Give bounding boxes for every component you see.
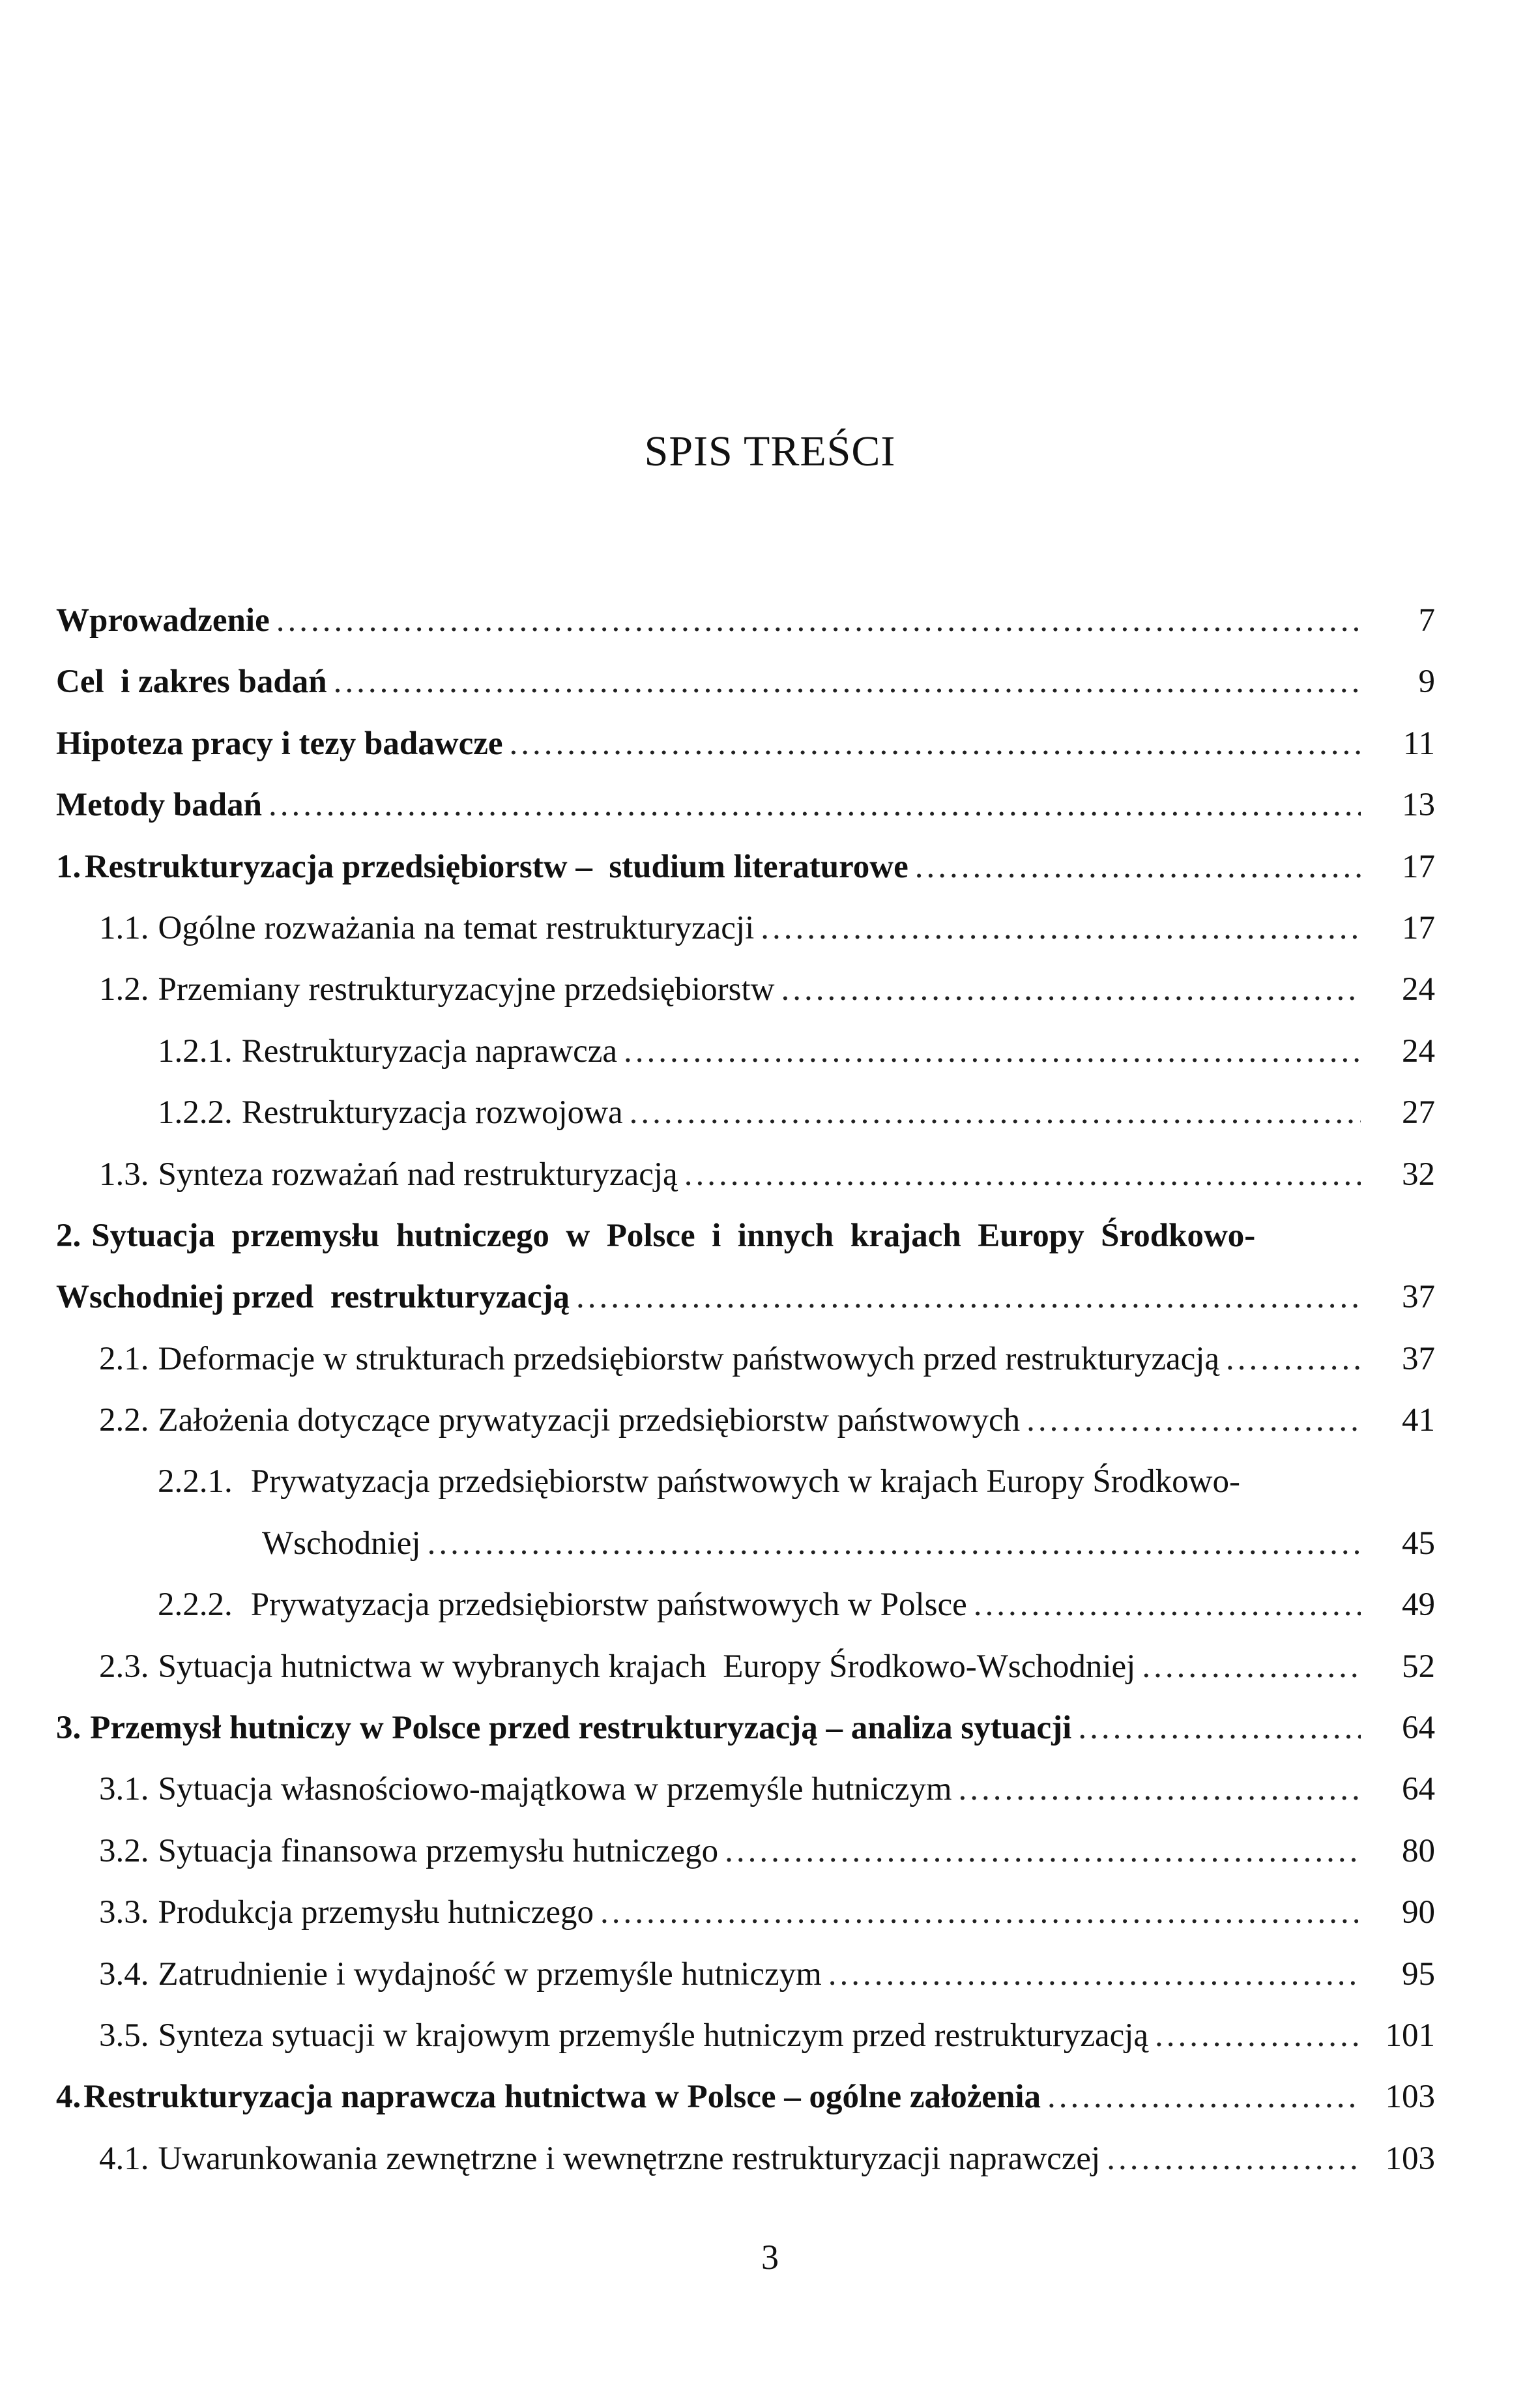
- toc-entry-title: Cel i zakres badań: [56, 664, 327, 701]
- toc-entry-page: 17: [1402, 909, 1435, 946]
- toc-entry: [56, 1574, 1435, 1635]
- toc-entry: [56, 1882, 1435, 1943]
- dot-leader: [828, 1944, 1361, 2005]
- toc-entry-page: 13: [1402, 787, 1435, 824]
- toc-entry-page: 37: [1402, 1279, 1435, 1316]
- toc-entry: [56, 836, 1435, 898]
- toc-entry: [56, 1266, 1435, 1328]
- toc-entry-title: Restrukturyzacja naprawcza: [241, 1032, 618, 1070]
- toc-entry: [56, 898, 1435, 959]
- dot-leader: [959, 1759, 1361, 1820]
- dot-leader: [576, 1266, 1361, 1328]
- dot-leader: [684, 1144, 1361, 1205]
- dot-leader: [630, 1082, 1361, 1143]
- toc-entry-page: 11: [1402, 725, 1435, 762]
- dot-leader: [761, 898, 1361, 959]
- toc-entry-title-line1: Prywatyzacja przedsiębiorstw państwowych w krajach Europy Środkowo-: [250, 1463, 1240, 1500]
- toc-entry: [56, 1328, 1435, 1390]
- toc-entry-title: Prywatyzacja przedsiębiorstw państwowych w Polsce: [250, 1586, 967, 1624]
- toc-entry-title: Deformacje w strukturach przedsiębiorstw państwowych przed restrukturyzacją: [158, 1340, 1220, 1377]
- dot-leader: [1078, 1697, 1361, 1759]
- toc-entry-page: 24: [1402, 1032, 1435, 1070]
- dot-leader: [725, 1820, 1361, 1882]
- toc-entry-page: 7: [1418, 602, 1435, 639]
- dot-leader: [974, 1574, 1361, 1635]
- toc-entry-page: 64: [1402, 1710, 1435, 1747]
- toc-entry-title: Uwarunkowania zewnętrzne i wewnętrzne restrukturyzacji naprawczej: [158, 2140, 1101, 2177]
- toc-entry-page: 24: [1402, 971, 1435, 1008]
- toc-entry-number: 1.: [56, 848, 81, 885]
- toc-entry-number: 3.5.: [99, 2017, 149, 2054]
- toc-entry-title: Restrukturyzacja naprawcza hutnictwa w Polsce – ogólne założenia: [83, 2079, 1041, 2116]
- toc-entry-title: Restrukturyzacja przedsiębiorstw – studium literaturowe: [84, 848, 908, 885]
- toc-entry-number: 1.2.: [99, 971, 149, 1008]
- toc-entry-number: 3.1.: [99, 1771, 149, 1808]
- toc-entry-title: Wprowadzenie: [56, 602, 270, 639]
- toc-entry-number: 2.3.: [99, 1648, 149, 1685]
- toc-entry-title: Metody badań: [56, 787, 262, 824]
- toc-entry: [56, 1636, 1435, 1697]
- toc-entry: [56, 1390, 1435, 1451]
- toc-entry: [56, 959, 1435, 1020]
- toc-entry-number: 1.1.: [99, 909, 149, 946]
- toc-entry-number: 1.3.: [99, 1156, 149, 1193]
- toc-entry-title: Hipoteza pracy i tezy badawcze: [56, 725, 503, 762]
- toc-entry: [56, 2128, 1435, 2189]
- toc-entry-number: 4.: [56, 2079, 81, 2116]
- dot-leader: [334, 651, 1361, 712]
- toc-entry-page: 95: [1402, 1955, 1435, 1993]
- dot-leader: [428, 1513, 1361, 1574]
- page-number: 3: [761, 2238, 779, 2277]
- toc-entry: [56, 2005, 1435, 2066]
- dot-leader: [1047, 2066, 1361, 2127]
- table-of-contents: [56, 590, 1435, 2189]
- toc-entry-title: Sytuacja hutnictwa w wybranych krajach Europy Środkowo-Wschodniej: [158, 1648, 1136, 1685]
- toc-entry-number: 3.2.: [99, 1832, 149, 1869]
- toc-entry-title: Wschodniej: [262, 1525, 421, 1562]
- toc-entry: [56, 713, 1435, 774]
- dot-leader: [510, 713, 1361, 774]
- dot-leader: [1142, 1636, 1361, 1697]
- toc-entry-line1: [56, 1451, 1435, 1512]
- toc-entry-page: 80: [1402, 1832, 1435, 1869]
- dot-leader: [1155, 2005, 1361, 2066]
- toc-entry-title: Przemiany restrukturyzacyjne przedsiębiorstw: [158, 971, 775, 1008]
- toc-entry-title: Sytuacja własnościowo-majątkowa w przemyśle hutniczym: [158, 1771, 952, 1808]
- toc-entry: [56, 1082, 1435, 1143]
- dot-leader: [1107, 2128, 1361, 2189]
- toc-entry-page: 49: [1402, 1586, 1435, 1624]
- toc-entry-number: 2.2.2.: [158, 1586, 233, 1624]
- page-title: SPIS TREŚCI: [644, 428, 896, 475]
- toc-entry-number: 3.4.: [99, 1955, 149, 1993]
- toc-entry: [56, 1820, 1435, 1882]
- toc-entry-page: 101: [1385, 2017, 1435, 2054]
- toc-entry: [56, 1944, 1435, 2005]
- toc-entry-title: Restrukturyzacja rozwojowa: [241, 1094, 623, 1132]
- toc-entry-page: 37: [1402, 1340, 1435, 1377]
- toc-entry-number: 2.2.: [99, 1402, 149, 1439]
- dot-leader: [781, 959, 1361, 1020]
- toc-entry: [56, 1759, 1435, 1820]
- dot-leader: [276, 590, 1361, 651]
- toc-entry-number: 2.2.1.: [158, 1463, 233, 1500]
- toc-entry-number: 3.: [56, 1710, 81, 1747]
- dot-leader: [600, 1882, 1361, 1943]
- toc-entry-title: Sytuacja finansowa przemysłu hutniczego: [158, 1832, 719, 1869]
- toc-entry-number: 2.1.: [99, 1340, 149, 1377]
- toc-entry-title: Założenia dotyczące prywatyzacji przedsiębiorstw państwowych: [158, 1402, 1021, 1439]
- toc-entry-page: 103: [1385, 2140, 1435, 2177]
- toc-entry-title: Produkcja przemysłu hutniczego: [158, 1894, 594, 1931]
- toc-entry-title: Zatrudnienie i wydajność w przemyśle hutniczym: [158, 1955, 822, 1993]
- toc-entry-page: 45: [1402, 1525, 1435, 1562]
- toc-entry: [56, 1144, 1435, 1205]
- toc-entry-title: Synteza sytuacji w krajowym przemyśle hutniczym przed restrukturyzacją: [158, 2017, 1149, 2054]
- toc-entry-title: Ogólne rozważania na temat restrukturyzacji: [158, 909, 755, 946]
- toc-entry-page: 9: [1418, 664, 1435, 701]
- toc-entry-number: 2.: [56, 1217, 81, 1254]
- toc-entry-number: 4.1.: [99, 2140, 149, 2177]
- toc-entry-page: 103: [1385, 2079, 1435, 2116]
- toc-entry: [56, 590, 1435, 651]
- toc-entry-number: 1.2.2.: [158, 1094, 233, 1132]
- toc-entry: [56, 774, 1435, 836]
- toc-entry-number: 3.3.: [99, 1894, 149, 1931]
- toc-entry-line1: [56, 1205, 1435, 1266]
- toc-entry-number: 1.2.1.: [158, 1032, 233, 1070]
- toc-entry-title-line1: Sytuacja przemysłu hutniczego w Polsce i innych krajach Europy Środkowo-: [91, 1217, 1256, 1254]
- toc-entry-page: 64: [1402, 1771, 1435, 1808]
- toc-entry-page: 52: [1402, 1648, 1435, 1685]
- toc-entry: [56, 1513, 1435, 1574]
- dot-leader: [269, 774, 1361, 836]
- toc-entry-page: 90: [1402, 1894, 1435, 1931]
- dot-leader: [1226, 1328, 1361, 1390]
- dot-leader: [624, 1021, 1361, 1082]
- toc-entry-title: Przemysł hutniczy w Polsce przed restrukturyzacją – analiza sytuacji: [90, 1710, 1072, 1747]
- toc-entry: [56, 1697, 1435, 1759]
- toc-entry-page: 27: [1402, 1094, 1435, 1132]
- toc-entry-title: Wschodniej przed restrukturyzacją: [56, 1279, 570, 1316]
- toc-entry: [56, 1021, 1435, 1082]
- dot-leader: [915, 836, 1361, 898]
- toc-entry-page: 32: [1402, 1156, 1435, 1193]
- toc-entry-page: 41: [1402, 1402, 1435, 1439]
- dot-leader: [1026, 1390, 1361, 1451]
- toc-entry: [56, 651, 1435, 712]
- toc-entry-title: Synteza rozważań nad restrukturyzacją: [158, 1156, 678, 1193]
- toc-entry: [56, 2066, 1435, 2127]
- toc-entry-page: 17: [1402, 848, 1435, 885]
